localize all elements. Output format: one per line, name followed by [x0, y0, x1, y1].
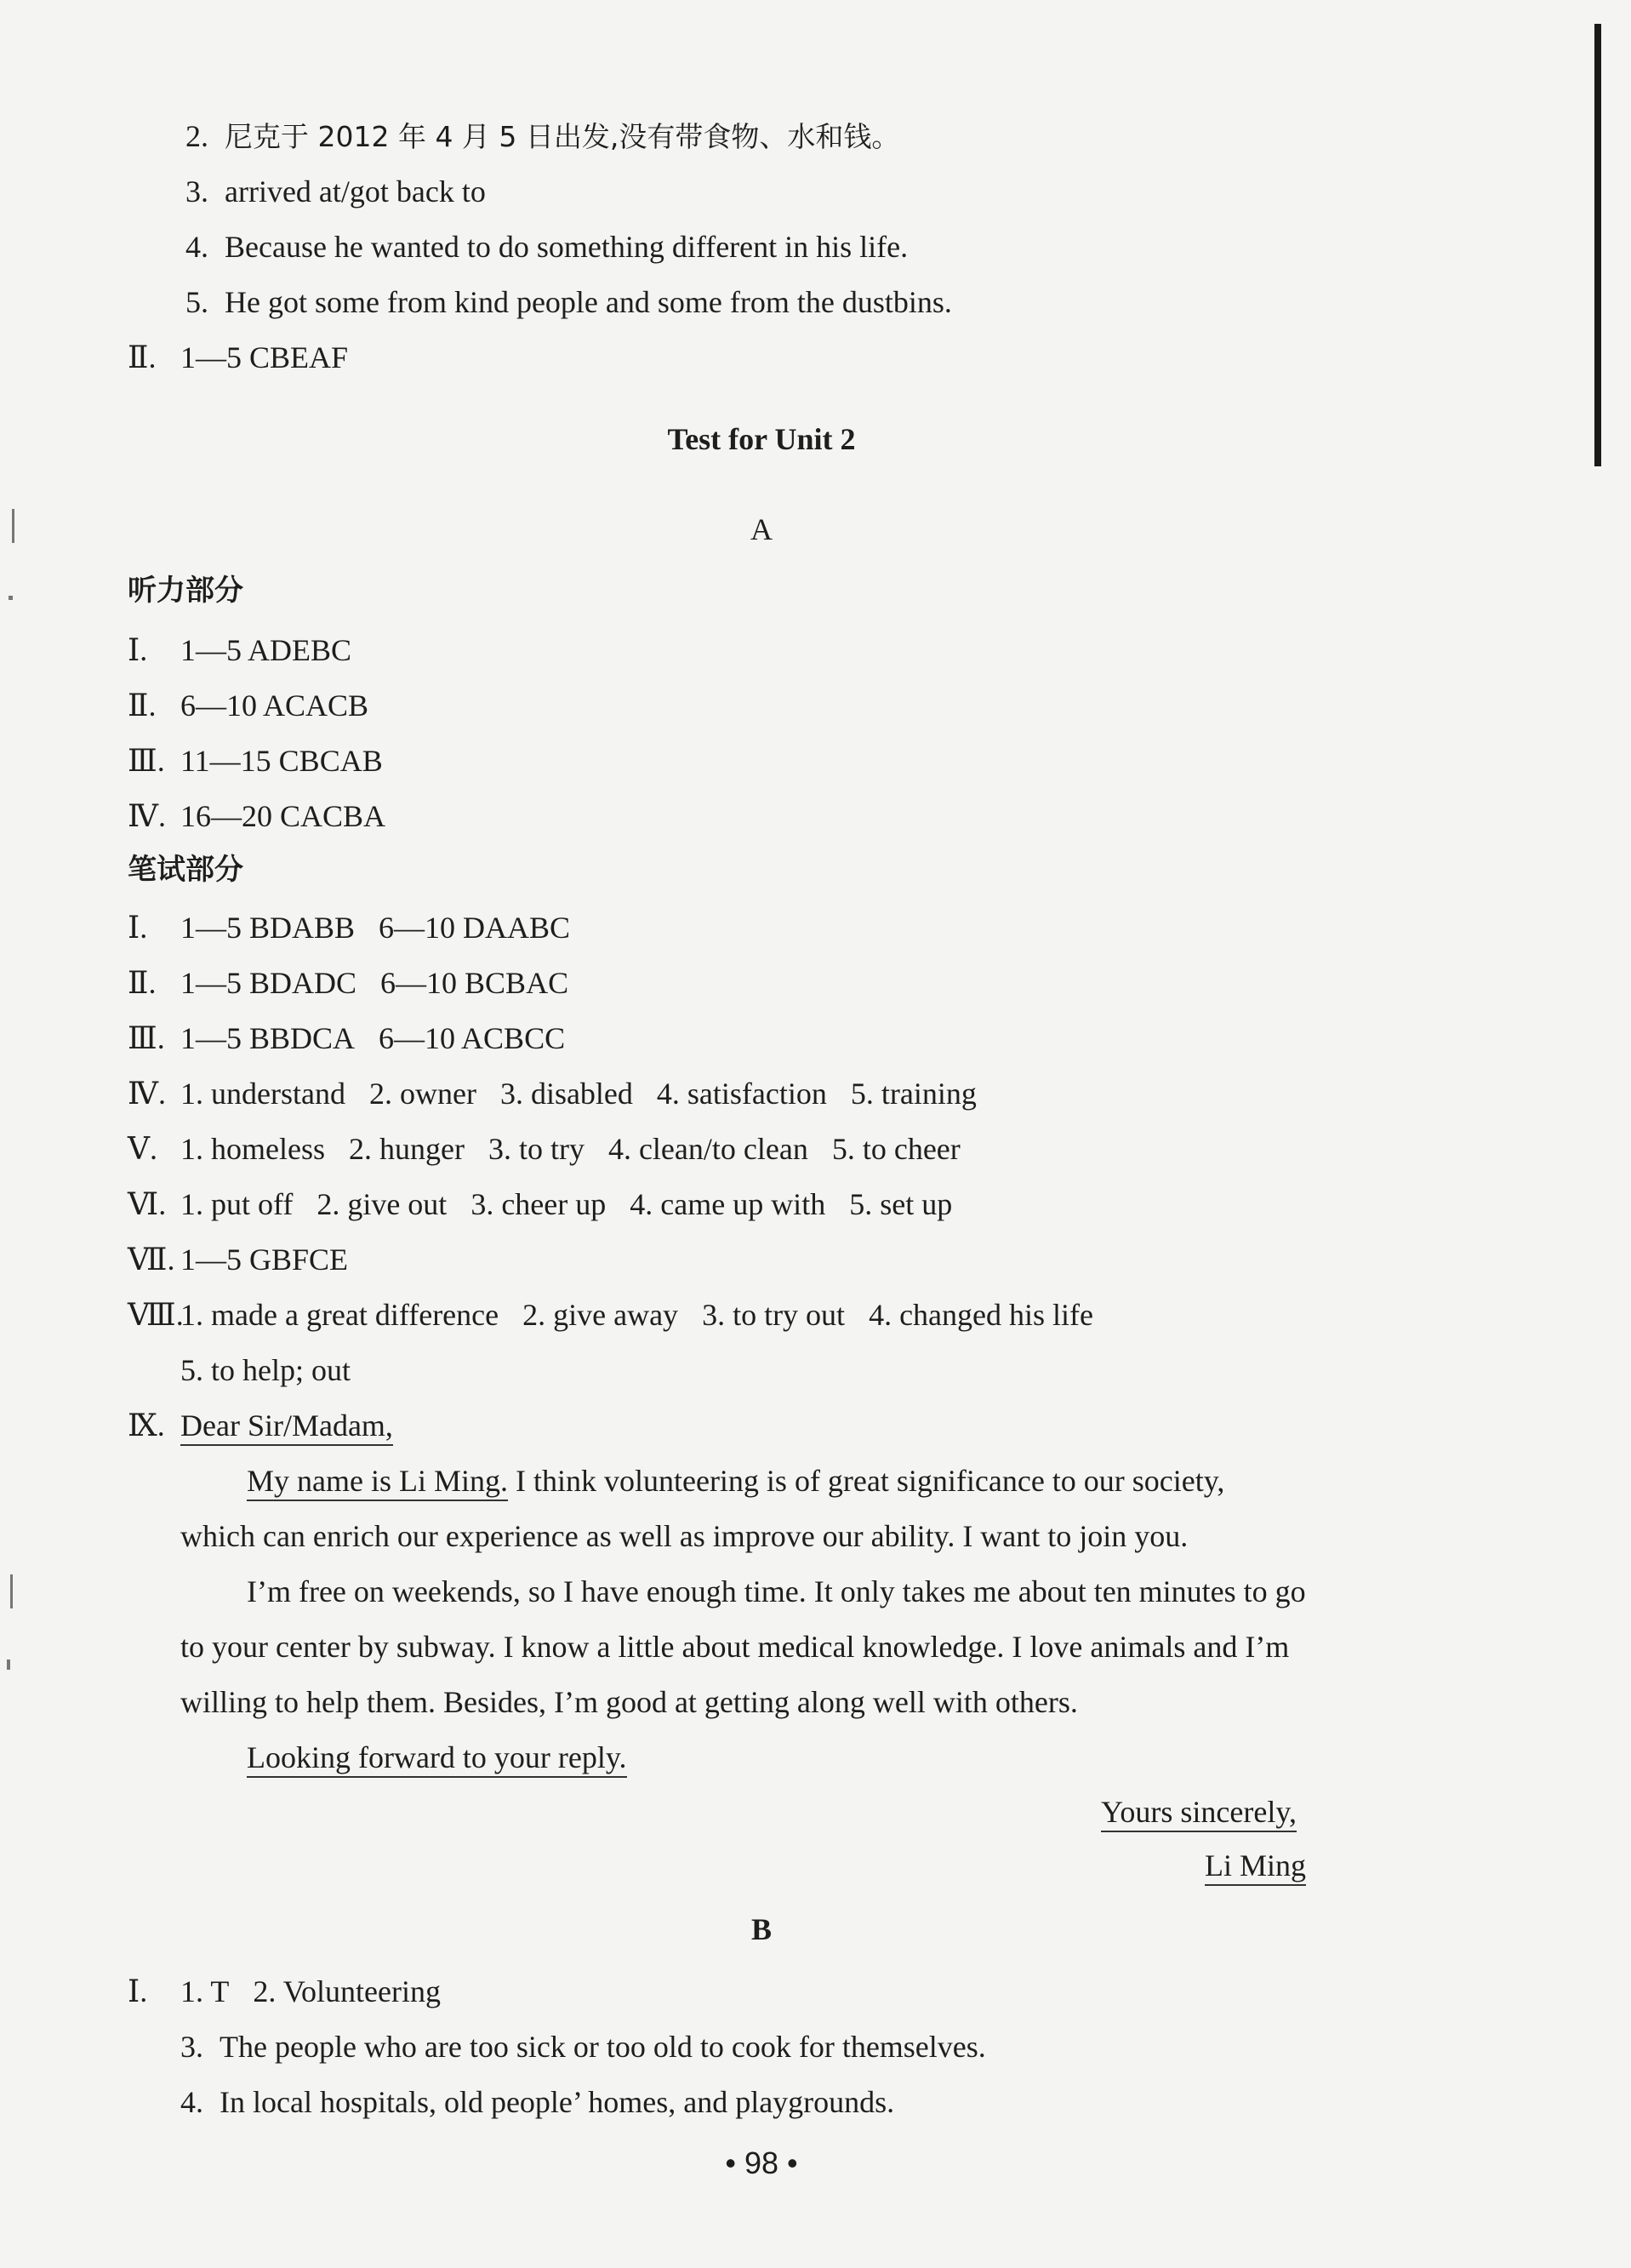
roman-numeral: Ⅲ. — [128, 744, 165, 778]
subsection-a-label: A — [750, 512, 773, 546]
answer-line — [128, 742, 383, 780]
answer-text: 3. to try — [488, 1132, 585, 1166]
letter-line — [1101, 1793, 1297, 1831]
answer-line — [185, 117, 899, 156]
answer-text: 5. set up — [849, 1187, 953, 1221]
item-number: 3. — [185, 174, 208, 209]
answer-text: 4. satisfaction — [656, 1077, 827, 1111]
item-text: Because he wanted to do something different in his life. — [225, 230, 909, 264]
item-text: In local hospitals, old people’ homes, and playgrounds. — [220, 2085, 895, 2119]
item-number: 5. — [185, 285, 208, 319]
roman-numeral: Ⅱ. — [128, 688, 157, 723]
answer-text: 1. homeless — [180, 1132, 325, 1166]
letter-line — [247, 1462, 1224, 1500]
answer-text: 1. understand — [180, 1077, 345, 1111]
answer-text: 3. disabled — [499, 1077, 633, 1111]
answer-text: 1—5 BDABB — [180, 911, 356, 945]
letter-line: which can enrich our experience as well as improve our ability. I want to join you. — [180, 1519, 1189, 1553]
item-number: 3. — [180, 2030, 203, 2064]
answer-line — [128, 1296, 1093, 1334]
answer-text: 6—10 BCBAC — [380, 966, 569, 1000]
answer-line — [180, 2028, 986, 2065]
answer-text: 16—20 CACBA — [180, 799, 386, 833]
answer-line — [128, 797, 385, 835]
answer-line — [185, 283, 952, 321]
answer-text: 1—5 BDADC — [180, 966, 357, 1000]
scan-edge-rule — [1594, 24, 1601, 466]
written-heading: 笔试部分 — [128, 853, 243, 887]
answer-text: 1—5 BBDCA — [180, 1021, 356, 1055]
answer-text: 1—5 ADEBC — [180, 633, 352, 667]
letter-closing: Looking forward to your reply. — [247, 1740, 627, 1778]
answer-line — [128, 1241, 348, 1278]
answer-text: 2. give out — [317, 1187, 448, 1221]
roman-numeral: Ⅲ. — [128, 1021, 165, 1055]
roman-numeral: Ⅴ. — [128, 1132, 157, 1166]
answer-text: 4. came up with — [630, 1187, 826, 1221]
roman-numeral: Ⅵ. — [128, 1187, 167, 1221]
answer-text: 2. hunger — [348, 1132, 465, 1166]
roman-numeral: Ⅰ. — [128, 911, 148, 945]
letter-signature-name: Li Ming — [1205, 1848, 1306, 1886]
letter-line — [247, 1739, 627, 1776]
answer-line — [128, 1020, 565, 1057]
roman-numeral: Ⅱ. — [128, 966, 157, 1000]
answer-line-continued: 5. to help; out — [180, 1353, 351, 1387]
answer-text: 3. to try out — [702, 1298, 846, 1332]
letter-intro: My name is Li Ming. — [247, 1464, 508, 1501]
answer-line — [128, 964, 568, 1002]
answer-line — [128, 687, 368, 724]
answer-line — [128, 339, 348, 376]
item-text: He got some from kind people and some from the dustbins. — [225, 285, 952, 319]
item-text: The people who are too sick or too old to cook for themselves. — [220, 2030, 986, 2064]
letter-line: to your center by subway. I know a little about medical knowledge. I love animals and I’m — [180, 1630, 1290, 1664]
subsection-b-label: B — [750, 1912, 772, 1946]
answer-line — [128, 631, 351, 669]
roman-numeral: Ⅰ. — [128, 1974, 148, 2008]
answer-text: 1. put off — [180, 1187, 294, 1221]
listening-heading: 听力部分 — [128, 574, 243, 608]
answer-text: 11—15 CBCAB — [180, 744, 383, 778]
roman-numeral: Ⅷ. — [128, 1298, 184, 1332]
answer-text: 5. to cheer — [831, 1132, 961, 1166]
answer-line — [128, 1973, 441, 2010]
roman-numeral: Ⅱ. — [128, 340, 157, 374]
letter-line: I’m free on weekends, so I have enough time. It only takes me about ten minutes to go — [247, 1574, 1306, 1608]
answer-text: 6—10 ACACB — [180, 688, 369, 723]
answer-text: 2. owner — [368, 1077, 476, 1111]
section-title: Test for Unit 2 — [667, 422, 856, 456]
item-text: arrived at/got back to — [225, 174, 486, 209]
letter-signoff: Yours sincerely, — [1101, 1795, 1297, 1832]
answer-text: 1—5 GBFCE — [180, 1243, 349, 1277]
roman-numeral: Ⅸ. — [128, 1408, 165, 1442]
scan-speck — [10, 1574, 13, 1608]
answer-text: 2. give away — [522, 1298, 679, 1332]
answer-line — [128, 1075, 977, 1112]
letter-line: willing to help them. Besides, I’m good at getting along well with others. — [180, 1685, 1078, 1719]
answer-text: 2. Volunteering — [253, 1974, 442, 2008]
answer-text: 1—5 CBEAF — [180, 340, 349, 374]
answer-line — [180, 2083, 894, 2121]
item-number: 4. — [180, 2085, 203, 2119]
answer-text: 1. made a great difference — [180, 1298, 499, 1332]
answer-line — [128, 1185, 952, 1223]
answer-text: 4. changed his life — [869, 1298, 1093, 1332]
answer-text: 6—10 ACBCC — [379, 1021, 566, 1055]
scan-speck — [7, 1660, 10, 1670]
answer-text: 1. T — [180, 1974, 230, 2008]
item-number: 4. — [185, 230, 208, 264]
letter-line — [1205, 1847, 1306, 1884]
answer-line — [128, 1407, 393, 1444]
item-number: 2. — [185, 119, 208, 153]
roman-numeral: Ⅳ. — [128, 1077, 166, 1111]
answer-line — [185, 228, 908, 266]
answer-line — [185, 173, 486, 210]
answer-line — [128, 1130, 961, 1168]
answer-text: 5. training — [850, 1077, 977, 1111]
letter-salutation: Dear Sir/Madam, — [180, 1408, 393, 1446]
answer-text: 4. clean/to clean — [607, 1132, 808, 1166]
item-text: 尼克于 2012 年 4 月 5 日出发,没有带食物、水和钱。 — [225, 120, 900, 153]
roman-numeral: Ⅶ. — [128, 1243, 175, 1277]
answer-text: 3. cheer up — [470, 1187, 607, 1221]
answer-text: 6—10 DAABC — [379, 911, 571, 945]
page-number: • 98 • — [725, 2145, 798, 2180]
roman-numeral: Ⅰ. — [128, 633, 148, 667]
letter-text: I think volunteering is of great significance to our society, — [507, 1464, 1225, 1498]
roman-numeral: Ⅳ. — [128, 799, 166, 833]
answer-line — [128, 909, 570, 946]
scan-speck — [9, 596, 13, 600]
